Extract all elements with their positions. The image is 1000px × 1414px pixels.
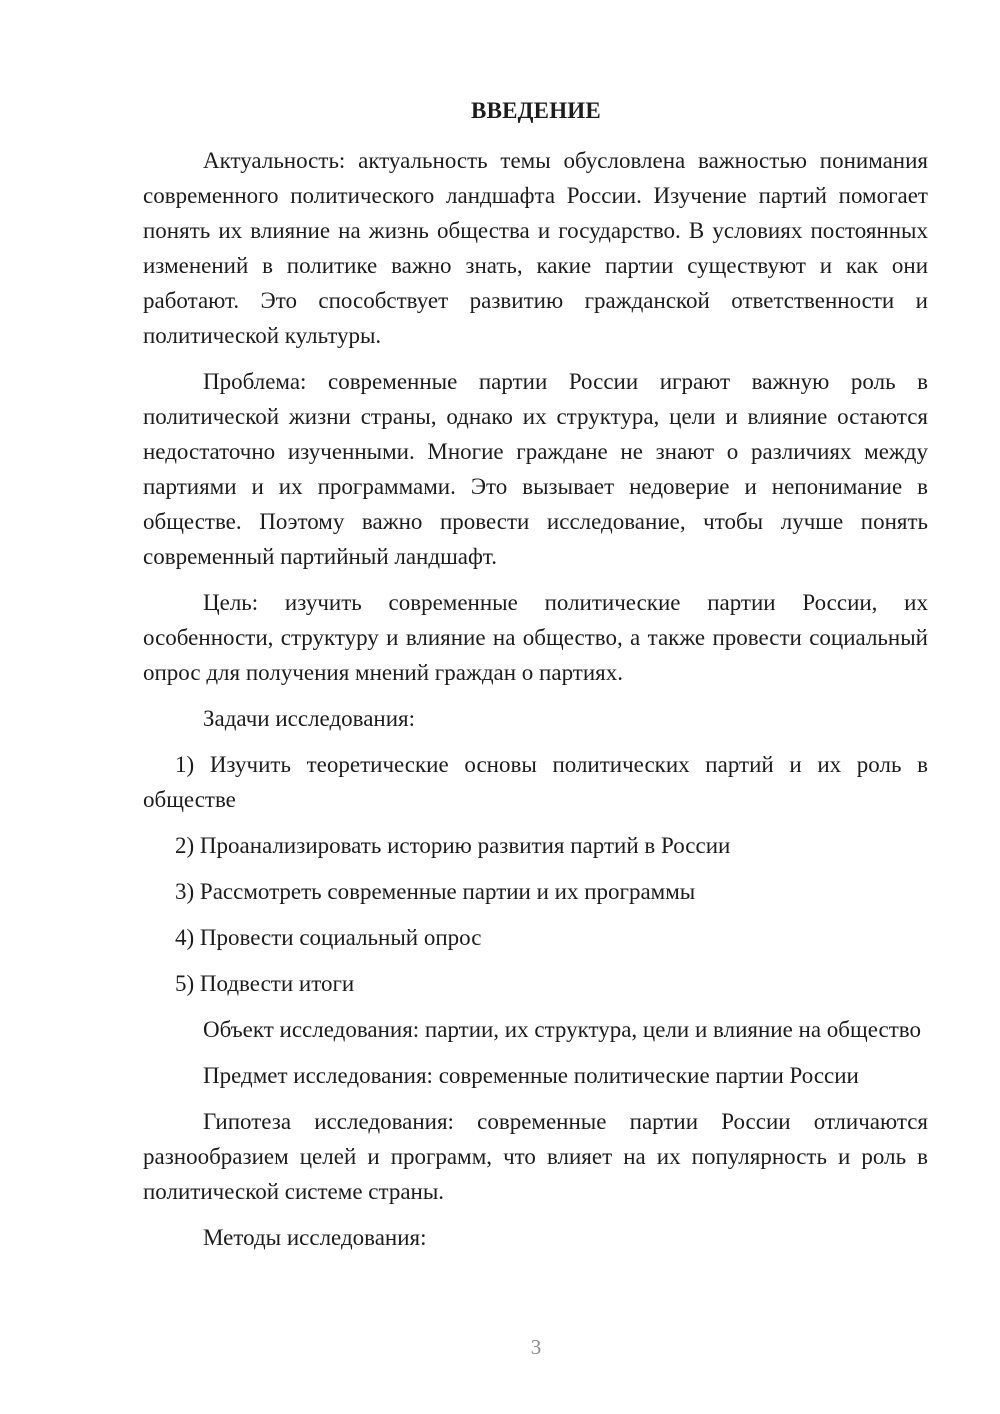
task-item-3: 3) Рассмотреть современные партии и их программы bbox=[175, 879, 696, 904]
goal-paragraph: Цель: изучить современные политические партии России, их особенности, структуру и влияние на общество, а также провести социальный опрос для получения мнений граждан о партиях. bbox=[143, 590, 928, 685]
page-number: 3 bbox=[530, 1335, 542, 1359]
subject-paragraph: Предмет исследования: современные политические партии России bbox=[203, 1063, 859, 1088]
task-item-5: 5) Подвести итоги bbox=[175, 971, 355, 996]
tasks-heading: Задачи исследования: bbox=[203, 706, 416, 731]
section-title: ВВЕДЕНИЕ bbox=[471, 98, 601, 123]
object-paragraph: Объект исследования: партии, их структура, цели и влияние на общество bbox=[203, 1017, 921, 1042]
task-item-1: 1) Изучить теоретические основы политических партий и их роль в обществе bbox=[143, 752, 928, 812]
task-item-2: 2) Проанализировать историю развития партий в России bbox=[175, 833, 731, 858]
methods-paragraph: Методы исследования: bbox=[203, 1225, 427, 1250]
task-item-4: 4) Провести социальный опрос bbox=[175, 925, 482, 950]
relevance-paragraph: Актуальность: актуальность темы обусловлена важностью понимания современного политического ландшафта России. Изучение партий помогает понять их влияние на жизнь общества и государство. В условиях постоянных изменений в политике важно знать, какие партии существуют и как они работают. Это способствует развитию гражданской ответственности и политической культуры. bbox=[143, 148, 928, 348]
problem-paragraph: Проблема: современные партии России играют важную роль в политической жизни страны, однако их структура, цели и влияние остаются недостаточно изученными. Многие граждане не знают о различиях между партиями и их программами. Это вызывает недоверие и непонимание в обществе. Поэтому важно провести исследование, чтобы лучше понять современный партийный ландшафт. bbox=[143, 369, 928, 569]
hypothesis-paragraph: Гипотеза исследования: современные партии России отличаются разнообразием целей и программ, что влияет на их популярность и роль в политической системе страны. bbox=[143, 1109, 928, 1204]
document-body bbox=[143, 143, 928, 1266]
